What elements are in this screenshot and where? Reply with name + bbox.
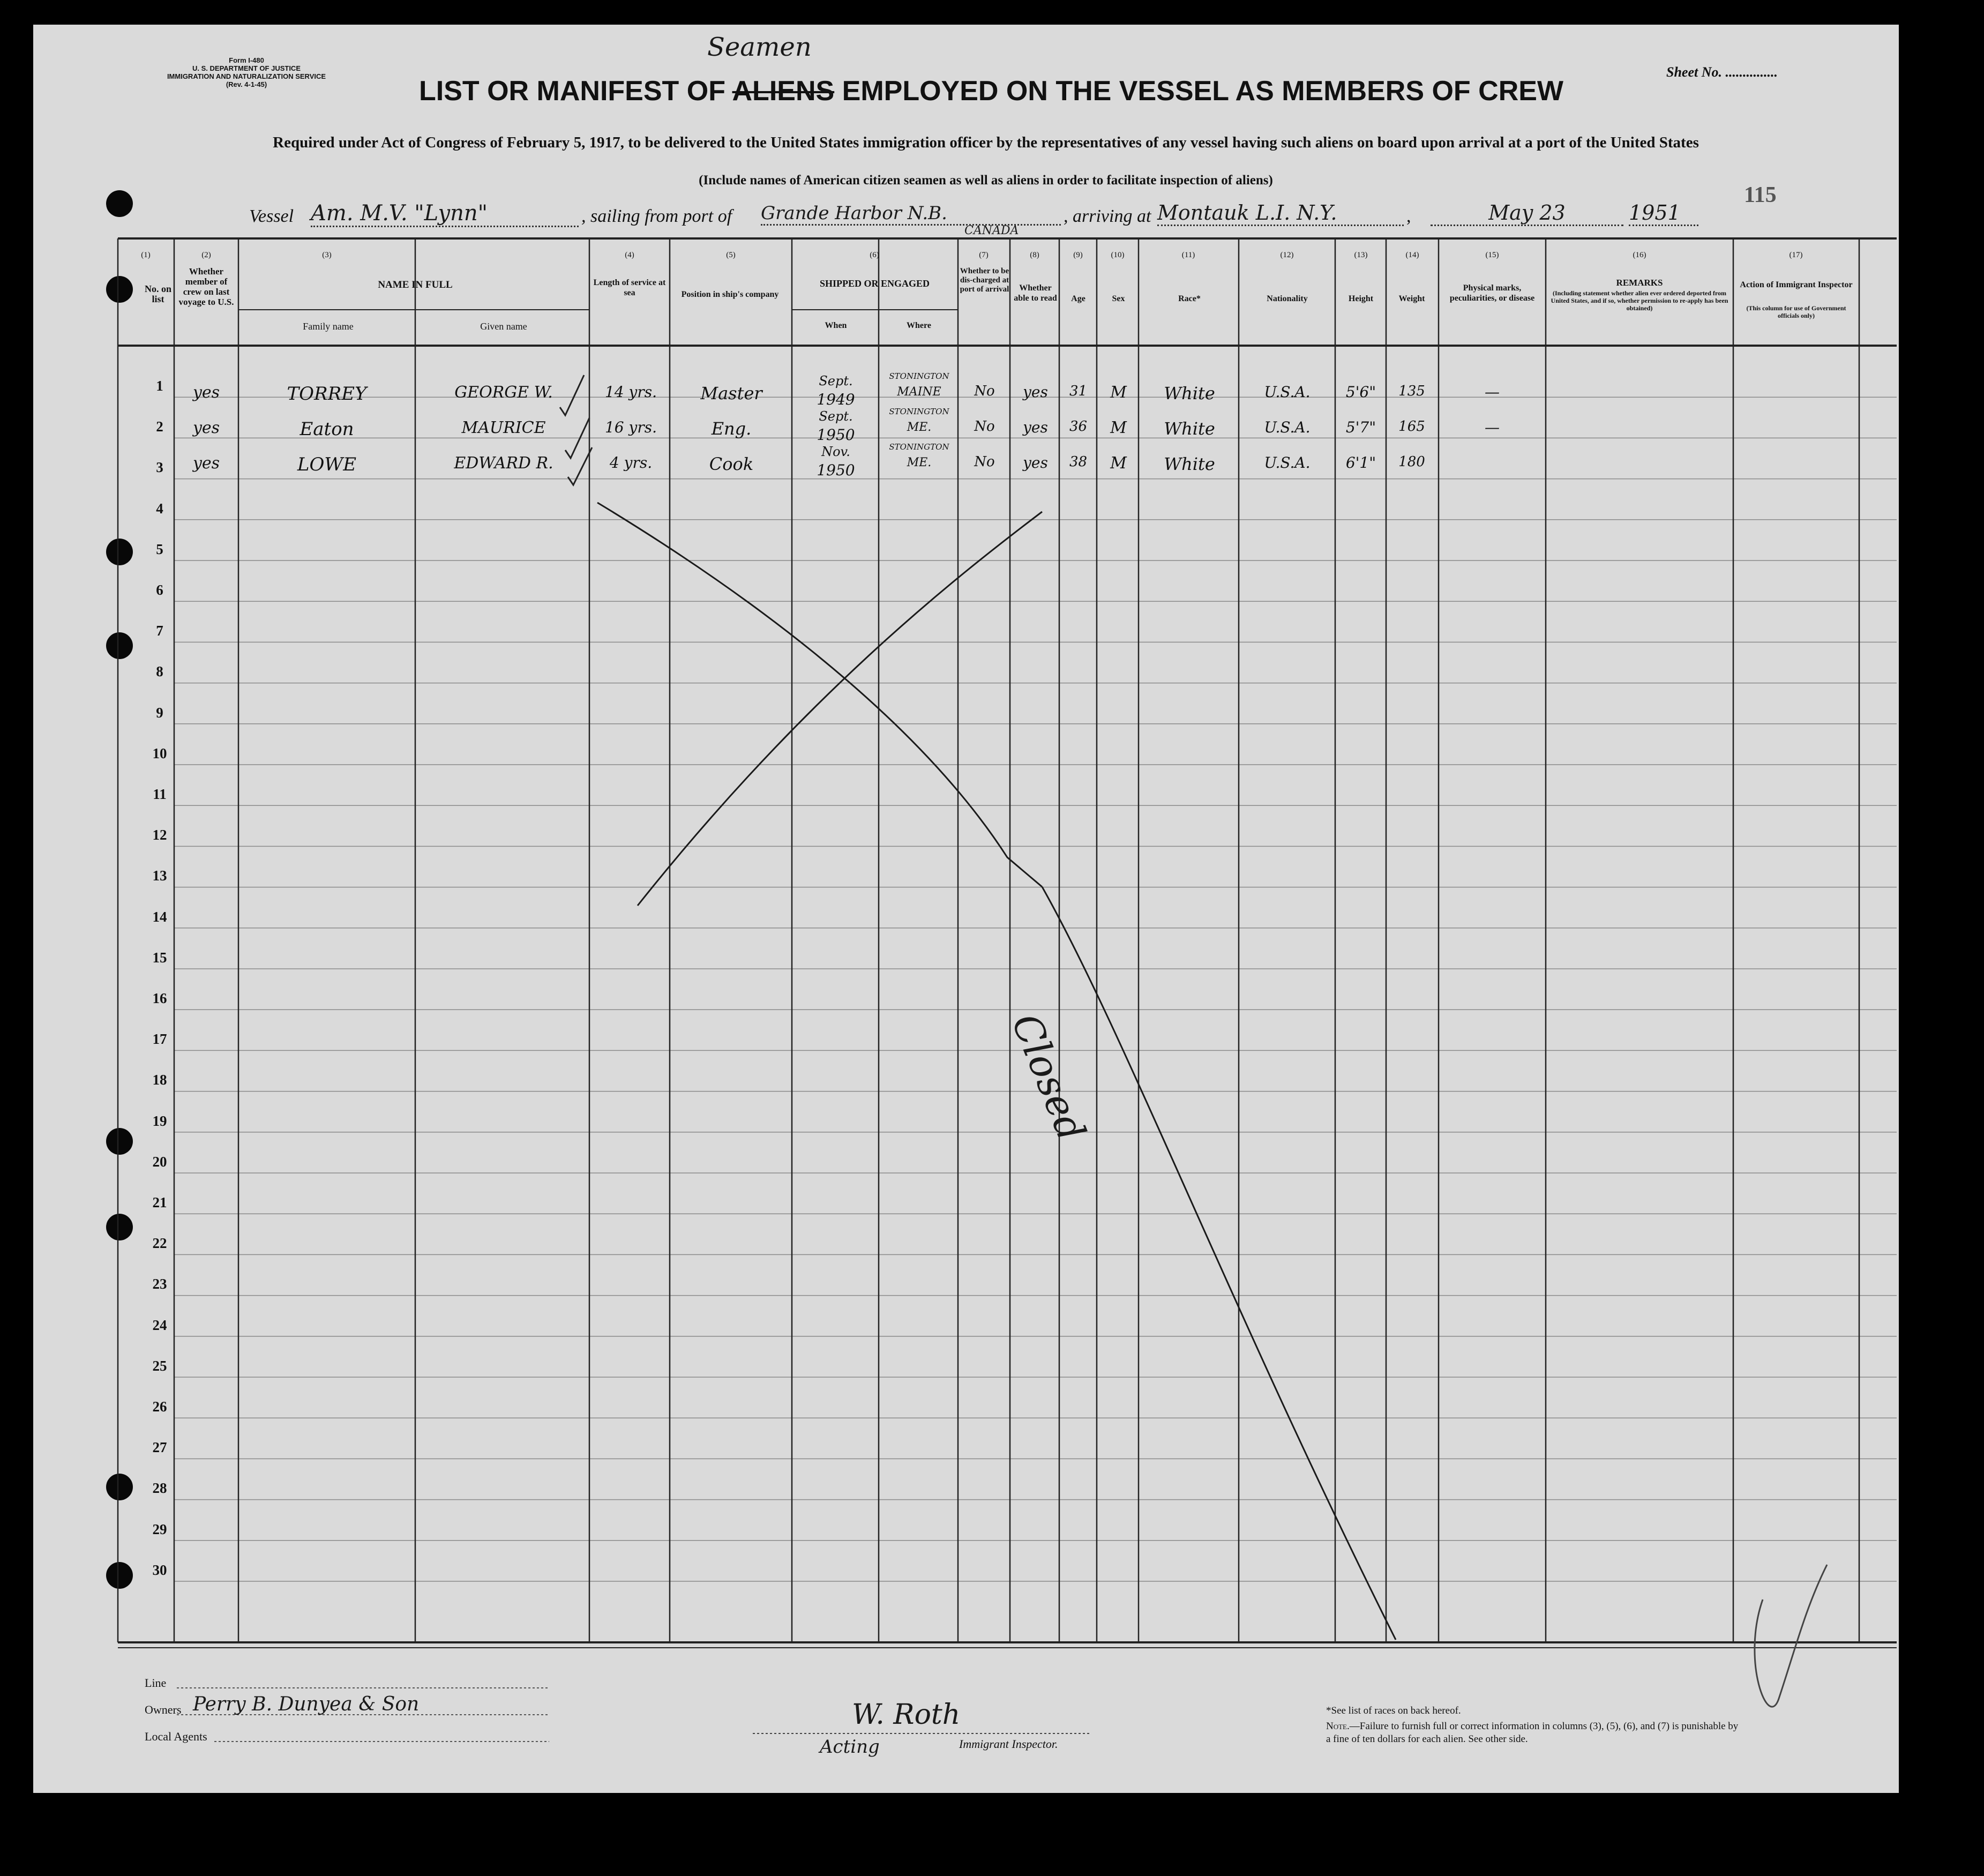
comma: , bbox=[1406, 206, 1411, 226]
row-number: 7 bbox=[156, 623, 163, 639]
page-number: 115 bbox=[1744, 183, 1777, 207]
column-number: (2) bbox=[201, 251, 211, 259]
header-remarks-note: (Including statement whether alien ever ordered deported from United States, and if so, whether permission to re-apply has been obtained) bbox=[1551, 289, 1728, 312]
header-nationality: Nationality bbox=[1267, 294, 1308, 303]
column-number: (17) bbox=[1789, 251, 1803, 259]
cell-age: 38 bbox=[1069, 454, 1088, 470]
subtitle: Required under Act of Congress of February 5, 1917, to be delivered to the United States immigration officer by the representatives of any vessel having such aliens on board upon arrival at a port of the United States bbox=[273, 134, 1699, 151]
sailing-value: Grande Harbor N.B. bbox=[761, 203, 1061, 226]
note-lead: Note. bbox=[1326, 1721, 1350, 1732]
cell-given: EDWARD R. bbox=[454, 454, 553, 473]
cell-discharged: No bbox=[974, 383, 995, 399]
cell-position: Eng. bbox=[711, 418, 752, 439]
cell-race: White bbox=[1164, 418, 1215, 439]
cell-where1: STONINGTON bbox=[889, 442, 949, 452]
cell-when2: 1950 bbox=[817, 426, 855, 444]
owners-value: Perry B. Dunyea & Son bbox=[193, 1693, 420, 1715]
cell-height: 5'6" bbox=[1345, 383, 1376, 401]
row-number: 26 bbox=[152, 1399, 167, 1415]
revision: (Rev. 4-1-45) bbox=[226, 80, 267, 88]
cell-family: LOWE bbox=[297, 454, 357, 476]
include-note: (Include names of American citizen seamen as well as aliens in order to facilitate inspection of aliens) bbox=[699, 173, 1273, 188]
service: IMMIGRATION AND NATURALIZATION SERVICE bbox=[167, 72, 326, 80]
closed-note: Closed bbox=[1003, 1007, 1095, 1147]
penalty-note bbox=[1326, 1720, 1744, 1746]
header-length-of-service: Length of service at sea bbox=[593, 278, 666, 297]
row-number: 29 bbox=[152, 1521, 167, 1537]
note-text: —Failure to furnish full or correct information in columns (3), (5), (6), and (7) is punishable by a fine of ten dollars for each alien. See other side. bbox=[1326, 1721, 1739, 1745]
cell-given: MAURICE bbox=[461, 418, 546, 438]
cell-read: yes bbox=[1023, 383, 1048, 401]
column-number: (13) bbox=[1354, 251, 1368, 259]
sheet-number-label: Sheet No. ............... bbox=[1666, 64, 1778, 80]
cell-last-voyage: yes bbox=[192, 418, 220, 438]
line-label: Line bbox=[145, 1676, 167, 1690]
cell-when2: 1950 bbox=[817, 461, 855, 480]
header-height: Height bbox=[1348, 294, 1374, 303]
row-number: 23 bbox=[152, 1276, 167, 1292]
cell-read: yes bbox=[1023, 418, 1048, 437]
header-physical-marks: Physical marks, peculiarities, or disease bbox=[1449, 283, 1535, 303]
cell-service: 16 yrs. bbox=[604, 418, 657, 437]
cell-height: 6'1" bbox=[1345, 454, 1376, 472]
cell-service: 4 yrs. bbox=[609, 454, 653, 472]
cell-sex: M bbox=[1110, 383, 1127, 402]
sailing-extra: CANADA bbox=[964, 224, 1019, 237]
acting-note: Acting bbox=[820, 1736, 880, 1758]
cell-service: 14 yrs. bbox=[604, 383, 657, 401]
row-number: 27 bbox=[152, 1439, 167, 1456]
header-sex: Sex bbox=[1112, 294, 1125, 303]
cell-race: White bbox=[1164, 454, 1215, 475]
row-number: 6 bbox=[156, 582, 163, 598]
column-number: (10) bbox=[1111, 251, 1125, 259]
race-note: *See list of races on back hereof. bbox=[1326, 1705, 1461, 1716]
column-number: (14) bbox=[1405, 251, 1419, 259]
row-number: 2 bbox=[156, 418, 163, 435]
column-number: (11) bbox=[1181, 251, 1195, 259]
column-number: (12) bbox=[1280, 251, 1294, 259]
cell-where2: MAINE bbox=[897, 385, 941, 399]
row-number: 5 bbox=[156, 541, 163, 557]
cell-where2: ME. bbox=[907, 421, 932, 435]
page-title bbox=[214, 75, 1768, 107]
row-number: 13 bbox=[152, 868, 167, 884]
column-number: (8) bbox=[1030, 251, 1039, 259]
header-shipped-or-engaged: SHIPPED OR ENGAGED bbox=[819, 278, 930, 289]
header-inspector-action: Action of Immigrant Inspector bbox=[1740, 280, 1853, 289]
column-number: (5) bbox=[726, 251, 736, 259]
cell-height: 5'7" bbox=[1345, 418, 1376, 437]
row-number: 9 bbox=[156, 704, 163, 721]
header-given-name: Given name bbox=[480, 321, 527, 332]
vessel-label: Vessel bbox=[249, 206, 294, 226]
department: U. S. DEPARTMENT OF JUSTICE bbox=[192, 64, 301, 72]
header-inspector-note: (This column for use of Government officials only) bbox=[1746, 304, 1846, 319]
cell-last-voyage: yes bbox=[192, 383, 220, 402]
column-number: (6) bbox=[870, 251, 879, 259]
cell-nationality: U.S.A. bbox=[1264, 418, 1311, 437]
row-number: 4 bbox=[156, 500, 163, 517]
header-weight: Weight bbox=[1398, 294, 1425, 303]
row-number: 15 bbox=[152, 949, 167, 966]
header-family-name: Family name bbox=[303, 321, 354, 332]
column-number: (3) bbox=[322, 251, 332, 259]
row-number: 19 bbox=[152, 1112, 167, 1129]
cell-when1: Sept. bbox=[819, 409, 853, 424]
cell-family: Eaton bbox=[300, 418, 354, 440]
column-number: (15) bbox=[1485, 251, 1499, 259]
cell-nationality: U.S.A. bbox=[1264, 454, 1311, 472]
cancel-x bbox=[597, 503, 1396, 1640]
row-number: 11 bbox=[153, 786, 167, 802]
cell-when1: Sept. bbox=[819, 373, 853, 388]
cell-family: TORREY bbox=[287, 383, 367, 405]
title-struck: ALIENS bbox=[732, 76, 835, 107]
cell-weight: 165 bbox=[1398, 418, 1425, 435]
cell-where1: STONINGTON bbox=[889, 407, 949, 417]
cell-when2: 1949 bbox=[817, 391, 855, 408]
row-number: 25 bbox=[152, 1357, 167, 1374]
row-number: 22 bbox=[152, 1235, 167, 1252]
row-number: 18 bbox=[152, 1072, 167, 1088]
column-number: (9) bbox=[1073, 251, 1083, 259]
arriving-value: Montauk L.I. N.Y. bbox=[1157, 201, 1404, 226]
title-pre: LIST OR MANIFEST OF bbox=[418, 76, 725, 107]
column-number: (7) bbox=[979, 251, 989, 259]
cell-weight: 180 bbox=[1398, 454, 1425, 470]
row-number: 8 bbox=[156, 663, 163, 680]
cell-position: Cook bbox=[709, 454, 754, 475]
cell-marks: — bbox=[1485, 383, 1500, 401]
row-number: 16 bbox=[152, 990, 167, 1006]
header-where: Where bbox=[907, 321, 931, 330]
header-name-in-full: NAME IN FULL bbox=[378, 279, 453, 290]
cell-age: 36 bbox=[1069, 418, 1088, 435]
row-number: 17 bbox=[152, 1031, 167, 1048]
header-last-voyage: Whether member of crew on last voyage to U.S. bbox=[178, 266, 234, 307]
sheet-label: Sheet No. bbox=[1666, 64, 1722, 80]
cell-sex: M bbox=[1110, 454, 1127, 473]
column-number: (16) bbox=[1633, 251, 1646, 259]
header-position: Position in ship's company bbox=[681, 290, 779, 299]
header-race: Race* bbox=[1178, 294, 1201, 303]
inspector-initials bbox=[1755, 1565, 1827, 1707]
cell-marks: — bbox=[1485, 418, 1500, 437]
header-no-on-list: No. on list bbox=[145, 283, 172, 304]
column-number: (4) bbox=[625, 251, 634, 259]
row-number: 3 bbox=[156, 459, 163, 476]
cell-where1: STONINGTON bbox=[889, 371, 949, 381]
title-post: EMPLOYED ON THE VESSEL AS MEMBERS OF CREW bbox=[842, 76, 1564, 107]
row-number: 28 bbox=[152, 1480, 167, 1497]
cell-position: Master bbox=[700, 383, 762, 403]
year-value: 1951 bbox=[1629, 201, 1698, 226]
header-age: Age bbox=[1071, 294, 1085, 303]
local-agents-label: Local Agents bbox=[145, 1730, 207, 1743]
cell-race: White bbox=[1164, 383, 1215, 403]
header-remarks: REMARKS bbox=[1616, 278, 1663, 288]
cell-given: GEORGE W. bbox=[454, 383, 553, 402]
cell-when1: Nov. bbox=[821, 444, 850, 460]
header-when: When bbox=[825, 321, 847, 330]
column-number: (1) bbox=[141, 251, 151, 259]
row-number: 1 bbox=[156, 378, 163, 394]
form-number: Form I-480 bbox=[229, 56, 264, 64]
row-number: 20 bbox=[152, 1153, 167, 1170]
cell-discharged: No bbox=[974, 454, 995, 470]
arriving-label: , arriving at bbox=[1064, 206, 1151, 226]
cell-age: 31 bbox=[1069, 383, 1088, 399]
header-discharged: Whether to be dis-charged at port of arrival bbox=[960, 267, 1009, 294]
owners-label: Owners bbox=[145, 1703, 182, 1716]
row-number: 10 bbox=[152, 745, 167, 761]
cell-discharged: No bbox=[974, 418, 995, 435]
vessel-value: Am. M.V. "Lynn" bbox=[311, 201, 579, 227]
cell-weight: 135 bbox=[1398, 383, 1425, 399]
cell-nationality: U.S.A. bbox=[1264, 383, 1311, 401]
row-number: 30 bbox=[152, 1561, 167, 1578]
cell-where2: ME. bbox=[907, 456, 932, 470]
annotation-seamen: Seamen bbox=[707, 32, 812, 62]
inspector-label: Immigrant Inspector. bbox=[959, 1737, 1058, 1751]
row-number: 12 bbox=[152, 827, 167, 843]
row-number: 21 bbox=[152, 1194, 167, 1210]
cell-read: yes bbox=[1023, 454, 1048, 472]
date-value: May 23 bbox=[1431, 201, 1623, 226]
cell-last-voyage: yes bbox=[192, 454, 220, 473]
row-number: 24 bbox=[152, 1317, 167, 1333]
cell-sex: M bbox=[1110, 418, 1127, 438]
header-able-to-read: Whether able to read bbox=[1014, 283, 1057, 303]
row-number: 14 bbox=[152, 908, 167, 925]
sailing-label: , sailing from port of bbox=[581, 206, 732, 226]
inspector-signature: W. Roth bbox=[852, 1699, 961, 1731]
